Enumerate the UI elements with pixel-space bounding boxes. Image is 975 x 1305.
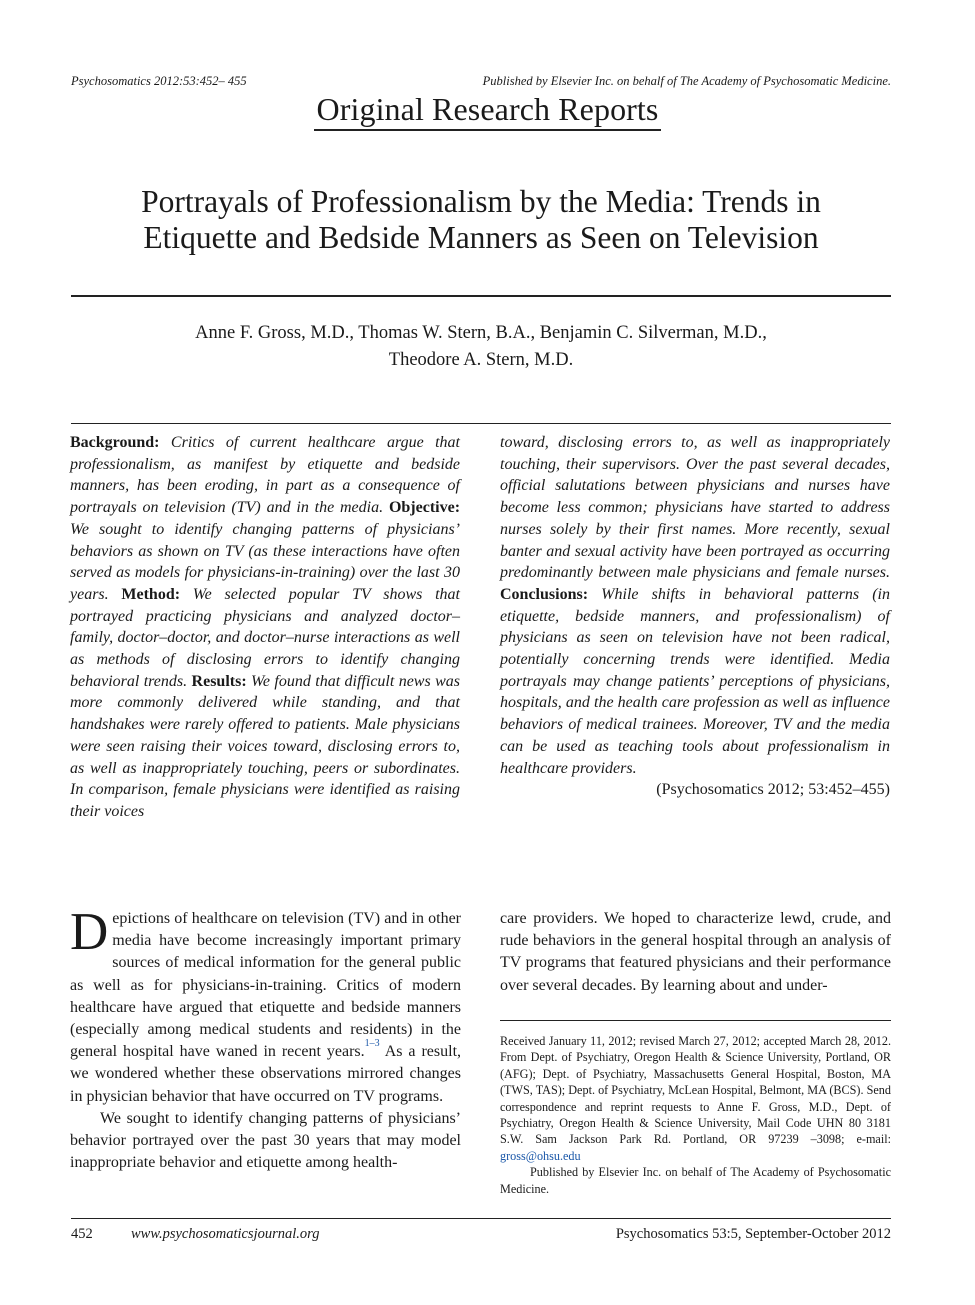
author-list [71,320,891,374]
method-text: We selected popular TV shows that portrayed practicing physicians and analyzed doctor–family, doctor–doctor, and doctor–nurse interactions as well as methods of disclosing errors to identify changing behavioral trends. [70,585,460,690]
reference-link[interactable]: 1–3 [364,1038,380,1050]
page-number: 452 [71,1226,93,1242]
conclusions-text: While shifts in behavioral patterns (in etiquette, bedside manners, and professionalism) of physicians as seen on television have not been radical, potentially concerning trends were identified. Media portrayals may change patients’ perceptions of physicians, hospitals, and the health care profession as well as influence behaviors of medical trainees. Moreover, TV and the media can be used as teaching tools about professionalism in healthcare providers. [500,585,890,777]
background-label: Background: [70,434,160,451]
journal-url[interactable]: www.psychosomaticsjournal.org [131,1226,320,1242]
body-right-column [500,908,891,997]
authors-line-1: Anne F. Gross, M.D., Thomas W. Stern, B.A., Benjamin C. Silverman, M.D., [195,323,767,343]
title-line-1: Portrayals of Professionalism by the Media: Trends in [141,184,821,219]
section-heading-text: Original Research Reports [314,93,662,131]
title-divider [71,295,891,297]
abstract-right-column [500,432,890,801]
abstract-citation: (Psychosomatics 2012; 53:452–455) [656,781,890,799]
abstract-left-column [70,432,460,823]
article-footnote [500,1033,891,1197]
footnote-divider [500,1020,891,1021]
publisher-note: Published by Elsevier Inc. on behalf of The Academy of Psychosomatic Medicine. [500,1165,891,1196]
received-text: Received January 11, 2012; revised March 27, 2012; accepted March 28, 2012. From Dept. of Psychiatry, Oregon Health & Science University, Portland, OR (AFG); Dept. of Psychiatry, Massachusetts General Hospital, Boston, MA (TWS, TAS); Dept. of Psychiatry, McLean Hospital, Belmont, MA (BCS). Send correspondence and reprint requests to Anne F. Gross, M.D., Dept. of Psychiatry, Oregon Health & Science University, Mail Code UHN 80 3181 S.W. Sam Jackson Park Rd. Portland, OR 97239 –3098; e-mail: [500,1034,891,1147]
journal-issue: Psychosomatics 53:5, September-October 2012 [615,1226,891,1242]
results-text: We found that difficult news was more commonly delivered while standing, and that handshakes were rarely offered to patients. Male physicians were seen raising their voices toward, disclosing errors to, as well as inappropriately touching, peers or subordinates. In comparison, female physicians were identified as raising their voices [70,672,460,820]
results-text-continued: toward, disclosing errors to, as well as inappropriately touching, their supervisors. Over the past several decades, official salutations between physicians and nurses have become less common; physicians have started to address nurses solely by their first names. More recently, sexual banter and sexual activity have been portrayed as occurring predominantly between male physicians and female nurses. [500,434,890,582]
section-heading [0,91,975,131]
email-link[interactable]: gross@ohsu.edu [500,1148,581,1163]
running-head-citation: Psychosomatics 2012:53:452– 455 [71,74,247,88]
drop-cap: D [70,903,109,961]
footer-divider [71,1218,891,1219]
paragraph-1 [70,903,462,1108]
results-label: Results: [191,672,247,690]
paragraph-2: We sought to identify changing patterns of physicians’ behavior portrayed over the past 30 years that may model inappropriate behavior and etiquette among health- [70,1109,461,1172]
article-title [71,184,891,256]
abstract-top-divider [71,423,891,424]
body-left-column [70,903,462,1174]
paragraph-1-text-end: As a result, we wondered whether these observations mirrored changes in physician behavior that have occurred on TV programs. [70,1043,462,1105]
paragraph-2-continued: care providers. We hoped to characterize lewd, crude, and rude behaviors in the general hospital through an analysis of TV programs that featured physicians and their performance over several decades. By learning about and under- [500,910,891,994]
authors-line-2: Theodore A. Stern, M.D. [388,350,574,370]
title-line-2: Etiquette and Bedside Manners as Seen on Television [143,220,819,255]
objective-text: We sought to identify changing patterns of physicians’ behaviors as shown on TV (as these interactions have often served as models for physicians-in-training) over the last 30 years. [70,520,460,603]
received-info [500,1033,891,1164]
paragraph-1-text: epictions of healthcare on television (TV) and in other media have become increasingly important primary sources of medical information for the general public as well as for physicians-in-training. Critics of modern healthcare have argued that etiquette and bedside manners (especially among medical students and residents) in the general hospital have waned in recent years. [70,910,461,1061]
method-label: Method: [121,585,181,603]
background-text: Critics of current healthcare argue that professionalism, as manifest by etiquette and bedside manners, has been eroding, in part as a consequence of portrayals on television (TV) and in the media. [70,434,460,517]
running-head-publisher: Published by Elsevier Inc. on behalf of The Academy of Psychosomatic Medicine. [482,74,891,88]
conclusions-label: Conclusions: [500,585,589,603]
objective-label: Objective: [388,499,461,517]
